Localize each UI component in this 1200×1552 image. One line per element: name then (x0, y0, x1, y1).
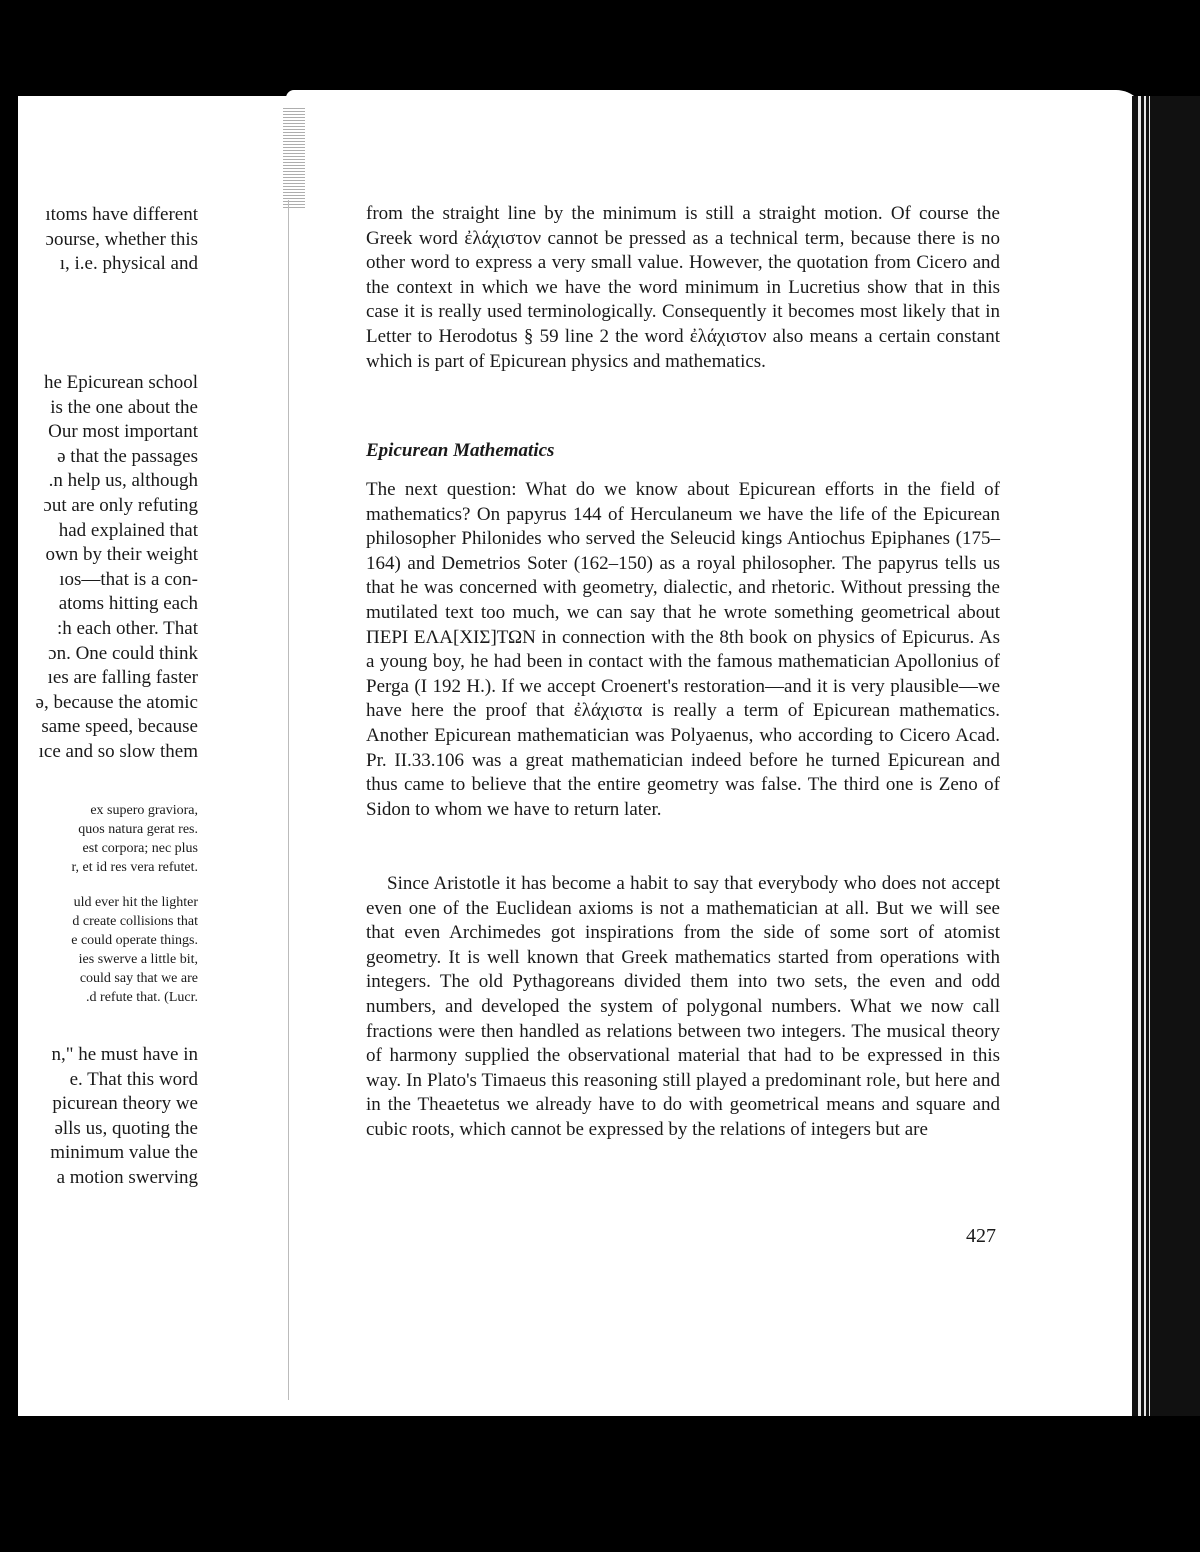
left-line: he Epicurean school (43, 372, 198, 393)
left-line: :h each other. That (56, 617, 198, 639)
paragraph-text: Since Aristotle it has become a habit to say that everybody who does not accept even one of the Euclidean axioms is not a mathematician at all. But we will see that even Archimedes got inspirations from the side of some sort of atomist geometry. It is well known that Greek mathematics started from operations with integers. The old Pythagoreans divided them into two sets, the even and odd numbers, and developed the system of polygonal numbers. What we now call fractions were then handled as relations between two integers. The musical theory of harmony supplied the observational material that had to be expressed in this way. In Plato's Timaeus this reasoning still played a predominant role, but here and in the Theaetetus we already have to do with geometrical means and square and cubic roots, which cannot be expressed by the relations of integers but are (366, 873, 1000, 1140)
left-line: e. That this word (69, 1068, 198, 1090)
left-line: .n help us, although (48, 470, 198, 492)
scan-left-border (0, 96, 18, 1416)
gutter-shadow-line (288, 200, 289, 1400)
scan-top-border (0, 0, 1200, 96)
left-footnote-line: e could operate things. (71, 933, 198, 948)
page-edge-line (1138, 96, 1141, 1416)
right-page-paragraph-3 (366, 872, 1000, 1143)
left-line: is the one about the (50, 396, 198, 418)
left-footnote-line: uld ever hit the lighter (73, 895, 198, 910)
left-line: picurean theory we (52, 1093, 198, 1115)
right-page-paragraph-1 (366, 202, 1000, 374)
left-line: atoms hitting each (58, 593, 198, 615)
paragraph-text: from the straight line by the minimum is still a straight motion. Of course the Greek word ἐλάχιστον cannot be pressed as a technical term, because there is no other word to express a very small value. However, the quotation from Cicero and the context in which we have the word minimum in Lucretius show that in this case it is really used terminologically. Consequently it becomes most likely that in Letter to Herodotus § 59 line 2 the word ἐλάχιστον also means a certain constant which is part of Epicurean physics and mathematics. (366, 203, 1000, 372)
left-line: had explained that (58, 519, 198, 541)
left-line: ɔn. One could think (48, 642, 198, 664)
left-line: ı, i.e. physical and (59, 253, 198, 275)
left-footnote-line: est corpora; nec plus (82, 841, 198, 856)
right-page-paragraph-2 (366, 478, 1000, 822)
scan-right-border (1132, 96, 1200, 1416)
right-page-top-edge (286, 90, 1146, 120)
page-number: 427 (966, 1225, 996, 1247)
left-line: ɔourse, whether this (45, 228, 198, 250)
left-line: ǝ, because the atomic (35, 691, 198, 713)
left-line: minimum value the (50, 1142, 198, 1164)
left-line: a motion swerving (56, 1166, 198, 1188)
scan-bottom-border (0, 1416, 1200, 1552)
left-line: ɔut are only refuting (43, 494, 198, 516)
left-footnote-line: .d refute that. (Lucr. (86, 990, 198, 1005)
page-edge-line (1144, 96, 1146, 1416)
left-line: ıos—that is a con- (59, 568, 198, 590)
book-gutter (283, 108, 305, 208)
left-footnote-line: could say that we are (79, 971, 198, 986)
left-line: ıes are falling faster (47, 667, 198, 689)
left-footnote-line: ex supero graviora, (90, 803, 198, 818)
left-footnote-line: r, et id res vera refutet. (71, 860, 198, 875)
left-line: own by their weight (45, 544, 198, 566)
section-heading: Epicurean Mathematics (366, 440, 555, 461)
left-line: n," he must have in (51, 1044, 198, 1065)
left-footnote-line: quos natura gerat res. (78, 822, 198, 837)
left-line: Our most important (48, 421, 198, 443)
left-line: ıce and so slow them (38, 740, 198, 762)
left-line: ıtoms have different (45, 204, 198, 225)
page-edge-line (1149, 96, 1150, 1416)
left-footnote-line: d create collisions that (72, 914, 198, 929)
left-line: ǝlls us, quoting the (54, 1117, 198, 1139)
paragraph-text: The next question: What do we know about Epicurean efforts in the field of mathematics? On papyrus 144 of Herculaneum we have the life of the Epicurean philosopher Philonides who served the Seleucid kings Antiochus Epiphanes (175–164) and Demetrios Soter (162–150) as a royal philosopher. The papyrus tells us that he was concerned with geometry, dialectic, and rhetoric. Without pressing the mutilated text too much, we can say that he wrote something geometrical about ΠΕΡΙ ΕΛΑ[ΧΙΣ]ΤΩΝ in connection with the 8th book on physics of Epicurus. As a young boy, he had been in contact with the famous mathematician Apollonius of Perga (I 192 H.). If we accept Croenert's restoration—and it is very plausible—we have here the proof that ἐλάχιστα is really a term of Epicurean mathematics. Another Epicurean mathematician was Polyaenus, who according to Cicero Acad. Pr. II.33.106 was a great mathematician indeed before he turned Epicurean and thus came to believe that the entire geometry was false. The third one is Zeno of Sidon to whom we have to return later. (366, 479, 1000, 820)
left-line: ǝ that the passages (57, 445, 198, 467)
left-footnote-line: ies swerve a little bit, (78, 952, 198, 967)
left-line: same speed, because (41, 716, 198, 738)
